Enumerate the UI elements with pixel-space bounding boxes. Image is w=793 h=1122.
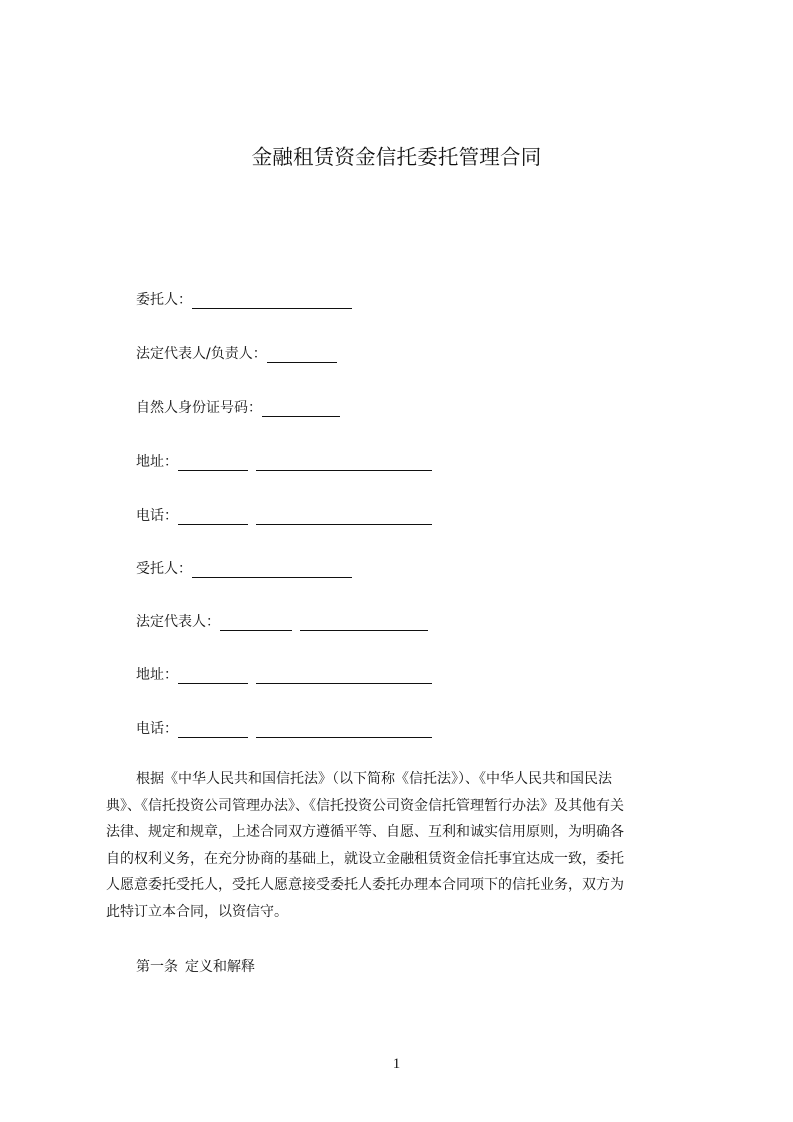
principal-phone-blank-1[interactable] bbox=[178, 507, 248, 525]
preamble-line: 典》、《信托投资公司管理办法》、《信托投资公司资金信托管理暂行办法》及其他有关 bbox=[106, 797, 624, 814]
principal-field bbox=[136, 288, 352, 312]
trustee-phone-blank-1[interactable] bbox=[178, 720, 248, 738]
principal-address-blank-1[interactable] bbox=[178, 453, 248, 471]
id-number-field bbox=[136, 396, 340, 420]
article-title: 定义和解释 bbox=[185, 959, 255, 975]
trustee-rep-label: 法定代表人： bbox=[136, 614, 220, 630]
trustee-address-blank-2[interactable] bbox=[256, 666, 432, 684]
principal-address-label: 地址： bbox=[136, 454, 178, 470]
trustee-phone-blank-2[interactable] bbox=[256, 720, 432, 738]
preamble-paragraph bbox=[106, 766, 700, 926]
principal-address-blank-2[interactable] bbox=[256, 453, 432, 471]
trustee-label: 受托人： bbox=[136, 561, 192, 577]
trustee-rep-blank-2[interactable] bbox=[300, 613, 428, 631]
trustee-address-label: 地址： bbox=[136, 667, 178, 683]
principal-phone-label: 电话： bbox=[136, 508, 178, 524]
trustee-field bbox=[136, 557, 352, 581]
trustee-blank[interactable] bbox=[192, 560, 352, 578]
trustee-rep-blank-1[interactable] bbox=[220, 613, 292, 631]
principal-rep-blank[interactable] bbox=[267, 345, 337, 363]
preamble-line: 根据《中华人民共和国信托法》（以下简称《信托法》）、《中华人民共和国民法 bbox=[136, 771, 612, 787]
trustee-phone-field bbox=[136, 717, 432, 741]
trustee-address-blank-1[interactable] bbox=[178, 666, 248, 684]
page-number: 1 bbox=[392, 1056, 401, 1072]
principal-phone-blank-2[interactable] bbox=[256, 507, 432, 525]
principal-label: 委托人： bbox=[136, 292, 192, 308]
preamble-line: 此特订立本合同，以资信守。 bbox=[106, 903, 288, 920]
id-number-label: 自然人身份证号码： bbox=[136, 400, 262, 416]
article-1-heading bbox=[136, 954, 255, 980]
preamble-line: 法律、规定和规章，上述合同双方遵循平等、自愿、互利和诚实信用原则，为明确各 bbox=[106, 824, 624, 841]
preamble-line: 自的权利义务，在充分协商的基础上，就设立金融租赁资金信托事宜达成一致，委托 bbox=[106, 850, 624, 867]
document-title: 金融租赁资金信托委托管理合同 bbox=[251, 145, 542, 169]
trustee-rep-field bbox=[136, 610, 428, 634]
principal-rep-field bbox=[136, 342, 337, 366]
trustee-address-field bbox=[136, 663, 432, 687]
principal-address-field bbox=[136, 450, 432, 474]
principal-blank[interactable] bbox=[192, 291, 352, 309]
article-number: 第一条 bbox=[136, 959, 178, 975]
trustee-phone-label: 电话： bbox=[136, 721, 178, 737]
principal-rep-label: 法定代表人/负责人： bbox=[136, 346, 267, 362]
id-number-blank[interactable] bbox=[262, 399, 340, 417]
preamble-line: 人愿意委托受托人，受托人愿意接受委托人委托办理本合同项下的信托业务，双方为 bbox=[106, 877, 624, 894]
principal-phone-field bbox=[136, 504, 432, 528]
